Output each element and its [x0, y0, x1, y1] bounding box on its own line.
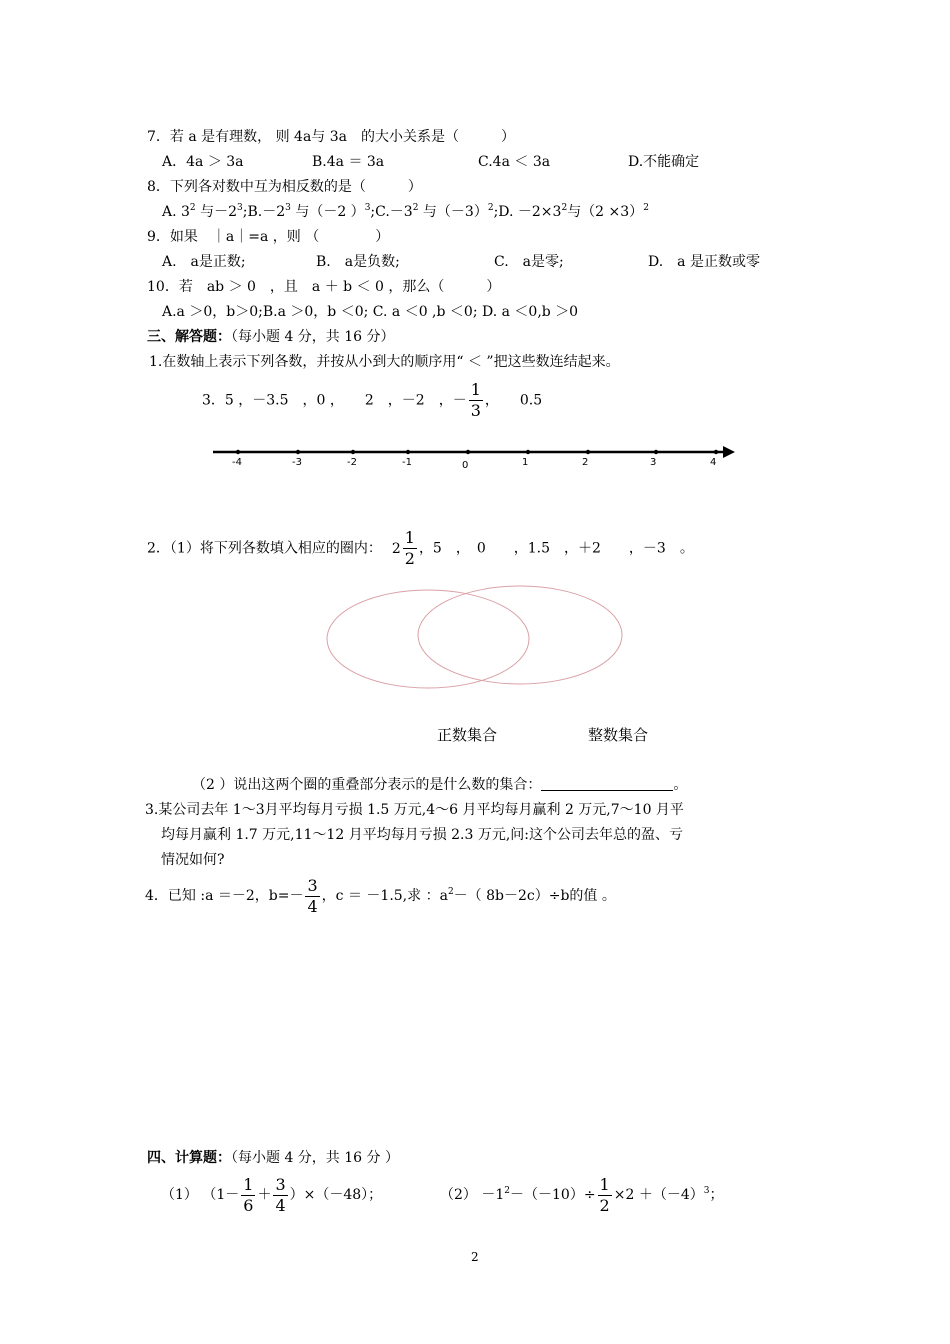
q10-options: A.a ＞0，b＞0;B.a ＞0，b ＜0; C. a ＜0 ,b ＜0; D. a ＜0,b ＞0	[162, 304, 579, 320]
integer-set-label: 整数集合	[588, 726, 649, 744]
number-line-tick	[586, 450, 590, 454]
number-line-label: -1	[402, 457, 412, 468]
number-line-label: 2	[582, 457, 589, 468]
number-line-arrow	[723, 446, 735, 458]
page-number: 2	[471, 1250, 479, 1264]
section-3-heading: 三、解答题：（每小题 4 分，共 16 分）	[147, 329, 395, 345]
q7-option-c: C.4a ＜ 3a	[478, 154, 551, 170]
p3-line-1: 3.某公司去年 1～3月平均每月亏损 1.5 万元,4～6 月平均每月赢利 2 万元,7～10 月平	[145, 802, 684, 818]
number-line-tick	[296, 450, 300, 454]
p2-fraction: $\frac{1}{2}$	[404, 528, 415, 568]
section-4-heading: 四、计算题：（每小题 4 分，共 16 分 ）	[147, 1150, 399, 1166]
calc-2-fraction: $\frac{1}{2}$	[599, 1174, 610, 1215]
positive-set-label: 正数集合	[437, 726, 498, 744]
number-line-label: 1	[522, 457, 529, 468]
number-line-label: -2	[347, 457, 357, 468]
p1-fraction: $\frac{1}{3}$	[470, 380, 481, 420]
p2-stem: 2．（1）将下列各数填入相应的圈内： 2 $\frac{1}{2}$ ，5 ， 0 ，1.5 ，＋2 ，－3 。	[147, 528, 694, 568]
number-line-tick	[236, 450, 240, 454]
number-line-label: 4	[710, 457, 717, 468]
number-line	[205, 440, 745, 464]
venn-integer-circle	[418, 586, 622, 684]
q9-option-c: C. a是零;	[494, 254, 564, 270]
q9-option-b: B. a是负数;	[316, 254, 400, 270]
p4-stem: 4．已知 :a ＝－2，b=－ $\frac{3}{4}$ ，c ＝ －1.5,求 ：$a^2-$（ 8b－2c）÷b的值 。	[145, 875, 616, 916]
q7-stem: 7．若 a 是有理数， 则 4a与 3a 的大小关系是（ ）	[147, 129, 516, 145]
p1-numbers: 3．5 ，－3.5 ，0 ， 2 ，－2 ，－ $\frac{1}{3}$ ， 0.5	[202, 380, 543, 420]
p3-line-3: 情况如何?	[161, 852, 225, 868]
calc-2: $(2) -1^2-(-10)\div$ $\frac{1}{2}$ $\times 2 +(-4)^3$；	[440, 1174, 724, 1215]
p1-stem: 1.在数轴上表示下列各数，并按从小到大的顺序用“ ＜ ”把这些数连结起来。	[149, 354, 620, 370]
number-line-label: 3	[650, 457, 657, 468]
q9-option-a: A. a是正数;	[162, 254, 246, 270]
number-line-tick	[351, 450, 355, 454]
q7-option-a: A．4a ＞ 3a	[162, 154, 244, 170]
q9-option-d: D. a 是正数或零	[648, 254, 760, 270]
number-line-tick	[714, 450, 718, 454]
number-line-tick	[406, 450, 410, 454]
q7-option-d: D.不能确定	[628, 154, 700, 170]
p4-fraction: $\frac{3}{4}$	[307, 875, 318, 916]
number-line-label: 0	[462, 460, 469, 471]
p3-line-2: 均每月赢利 1.7 万元,11～12 月平均每月亏损 2.3 万元,问:这个公司去年总的盈、亏	[161, 827, 684, 843]
calc-1-fraction-2: $\frac{3}{4}$	[275, 1174, 286, 1215]
calc-1: （1） （1－ $\frac{1}{6}$ ＋ $\frac{3}{4}$ ）×（－48）；	[161, 1174, 383, 1215]
number-line-tick	[466, 450, 470, 454]
q8-stem: 8．下列各对数中互为相反数的是（ ）	[147, 179, 422, 195]
number-line-tick	[526, 450, 530, 454]
venn-positive-circle	[327, 590, 529, 688]
q10-stem: 10．若 ab ＞ 0 ，且 a ＋ b ＜ 0 ，那么（ ）	[147, 279, 501, 295]
answer-blank[interactable]	[541, 778, 673, 791]
calc-1-fraction-1: $\frac{1}{6}$	[243, 1174, 254, 1215]
number-line-tick	[654, 450, 658, 454]
venn-diagram	[320, 585, 640, 695]
number-line-label: -3	[292, 457, 302, 468]
q7-option-b: B.4a ＝ 3a	[312, 154, 385, 170]
p2-sub2: （2 ）说出这两个圈的重叠部分表示的是什么数的集合： 。	[192, 777, 688, 793]
q9-stem: 9．如果 ｜a｜=a ，则 （ ）	[147, 229, 390, 245]
number-line-label: -4	[232, 457, 242, 468]
q8-options: A. $3^2$ 与$-2^3;B.-2^3$ 与（－2 ）$^3;C.-3^2$ 与$(-3)^2;D$. $-2\times 3^2$与$(2 \times 3)^2$	[162, 203, 649, 220]
